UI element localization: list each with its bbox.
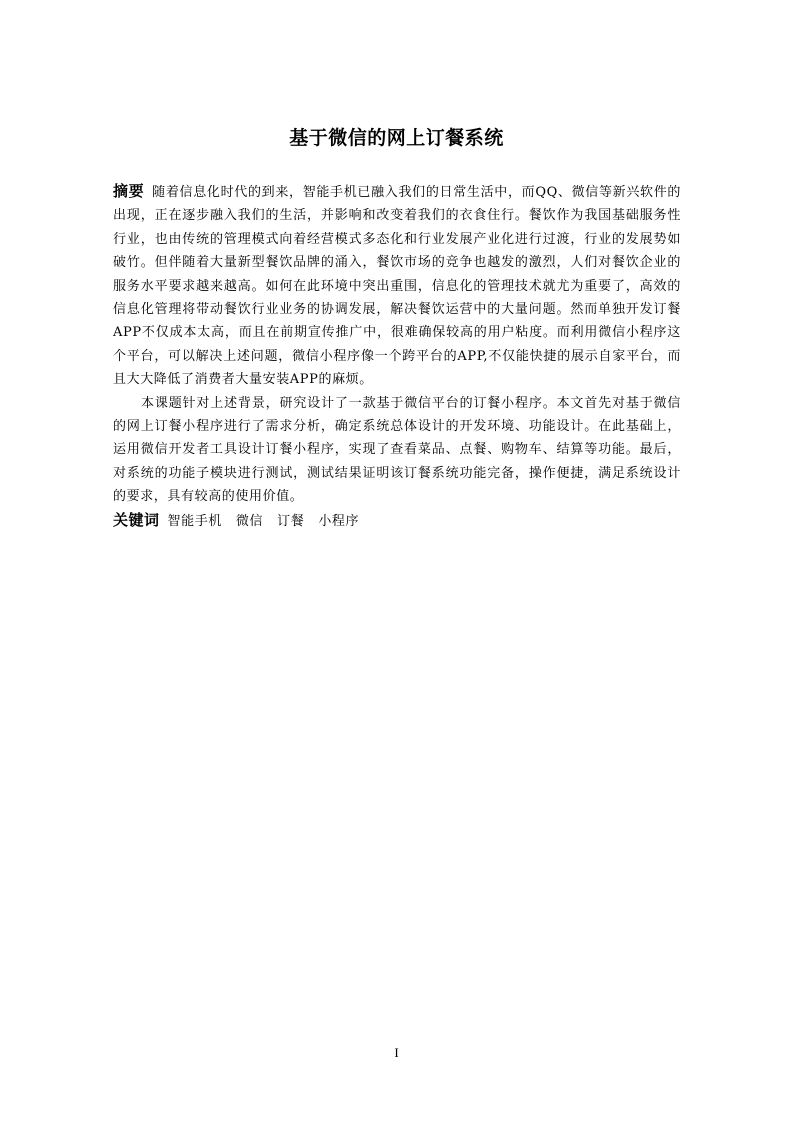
abstract-label: 摘要 — [113, 182, 145, 200]
keyword: 微信 — [235, 513, 264, 529]
keyword: 订餐 — [277, 513, 305, 529]
document-title: 基于微信的网上订餐系统 — [289, 127, 504, 149]
keyword: 小程序 — [318, 513, 360, 529]
abstract-paragraph-2: 本课题针对上述背景，研究设计了一款基于微信平台的订餐小程序。本文首先对基于微信的网上订餐小程序进行了需求分析，确定系统总体设计的开发环境、功能设计。在此基础上，运用微信开发者工具设计订餐小程序，实现了查看菜品、点餐、购物车、结算等功能。最后，对系统的功能子模块进行测试，测试结果证明该订餐系统功能完备，操作便捷，满足系统设计的要求，具有较高的使用价值。 — [113, 395, 681, 505]
abstract-section — [113, 180, 681, 533]
keyword: 智能手机 — [167, 513, 222, 529]
page-number: I — [394, 1045, 399, 1060]
abstract-paragraph-1 — [113, 180, 681, 392]
abstract-paragraph-1-text: 随着信息化时代的到来，智能手机已融入我们的日常生活中，而QQ、微信等新兴软件的出现，正在逐步融入我们的生活，并影响和改变着我们的衣食住行。餐饮作为我国基础服务性行业，也由传统的管理模式向着经营模式多态化和行业发展产业化进行过渡，行业的发展势如破竹。但伴随着大量新型餐饮品牌的涌入，餐饮市场的竞争也越发的激烈，人们对餐饮企业的服务水平要求越来越高。如何在此环境中突出重围，信息化的管理技术就尤为重要了，高效的信息化管理将带动餐饮行业业务的协调发展，解决餐饮运营中的大量问题。然而单独开发订餐APP不仅成本太高，而且在前期宣传推广中，很难确保较高的用户粘度。而利用微信小程序这个平台，可以解决上述问题，微信小程序像一个跨平台的APP,不仅能快捷的展示自家平台，而且大大降低了消费者大量安装APP的麻烦。 — [113, 185, 681, 388]
keywords-line — [113, 509, 681, 533]
keywords-label: 关键词 — [113, 510, 160, 529]
